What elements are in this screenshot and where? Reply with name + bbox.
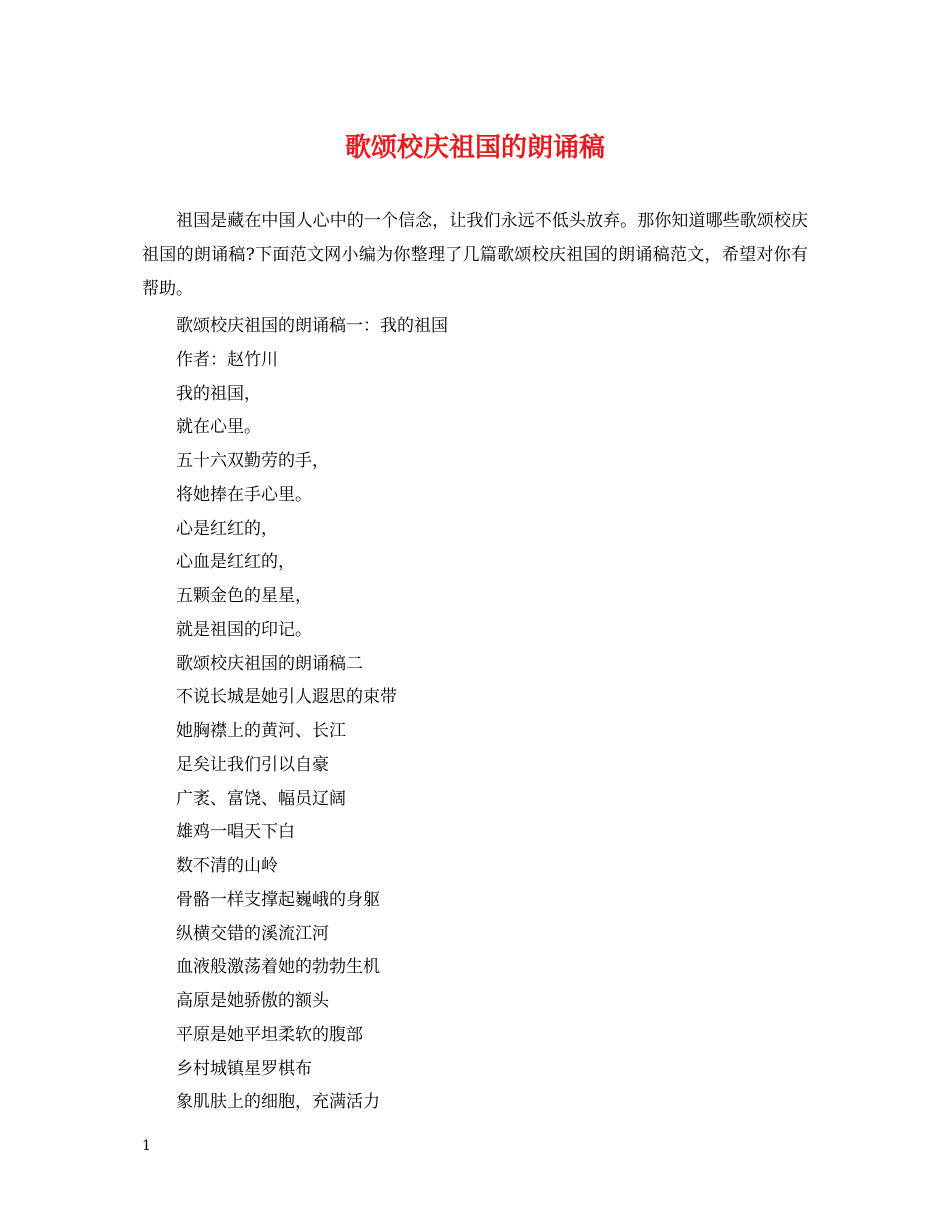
text-line: 不说长城是她引人遐思的束带 xyxy=(176,687,397,708)
text-line: 就是祖国的印记。 xyxy=(176,619,312,640)
text-line: 她胸襟上的黄河、长江 xyxy=(176,721,346,741)
text-line: 血液般激荡着她的勃勃生机 xyxy=(176,957,380,978)
document-title: 歌颂校庆祖国的朗诵稿 xyxy=(344,133,605,163)
text-line: 五颗金色的星星， xyxy=(176,586,312,606)
text-line: 心血是红红的， xyxy=(176,552,295,573)
text-line: 五十六双勤劳的手， xyxy=(176,451,329,471)
text-line: 骨骼一样支撑起巍峨的身躯 xyxy=(176,889,380,910)
page-number: 1 xyxy=(142,1138,151,1154)
text-line: 高原是她骄傲的额头 xyxy=(176,991,329,1011)
text-line: 我的祖国， xyxy=(176,383,261,404)
text-line: 乡村城镇星罗棋布 xyxy=(176,1058,312,1079)
text-line: 心是红红的， xyxy=(176,518,278,539)
text-line: 纵横交错的溪流江河 xyxy=(176,923,329,944)
text-line: 雄鸡一唱天下白 xyxy=(176,822,295,843)
text-line: 歌颂校庆祖国的朗诵稿二 xyxy=(176,653,363,674)
text-line: 就在心里。 xyxy=(176,417,261,438)
text-line: 歌颂校庆祖国的朗诵稿一：我的祖国 xyxy=(176,316,448,336)
text-line: 数不清的山岭 xyxy=(176,856,278,876)
text-line: 将她捧在手心里。 xyxy=(176,484,312,505)
text-line: 足矣让我们引以自豪 xyxy=(176,754,329,775)
text-line: 广袤、富饶、幅员辽阔 xyxy=(176,788,346,809)
text-line: 平原是她平坦柔软的腹部 xyxy=(176,1024,363,1045)
poem-lines xyxy=(176,310,796,1120)
intro-paragraph: 祖国是藏在中国人心中的一个信念，让我们永远不低头放弃。那你知道哪些歌颂校庆祖国的朗诵稿?下面范文网小编为你整理了几篇歌颂校庆祖国的朗诵稿范文，希望对你有帮助。 xyxy=(142,211,808,299)
text-line: 作者：赵竹川 xyxy=(176,349,278,370)
text-line: 象肌肤上的细胞，充满活力 xyxy=(176,1092,380,1113)
